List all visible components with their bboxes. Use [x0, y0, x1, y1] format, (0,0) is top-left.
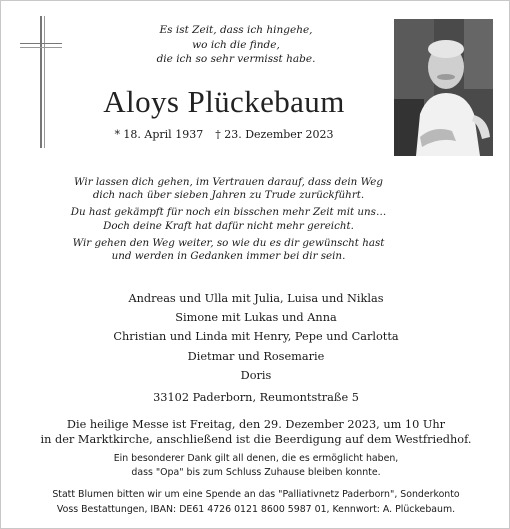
mourner-line: Dietmar und Rosemarie: [187, 349, 325, 363]
donation-line: Voss Bestattungen, IBAN: DE61 4726 0121 8600 5987 01, Kennwort: A. Plückebaum.: [56, 503, 456, 515]
service-line: in der Marktkirche, anschließend ist die Beerdigung auf dem Westfriedhof.: [40, 433, 472, 446]
deceased-name: Aloys Plückebaum: [103, 84, 345, 119]
donation-request: [9, 488, 503, 517]
poem-line: Doch deine Kraft hat dafür nicht mehr gereicht.: [103, 219, 354, 232]
service-line: Die heilige Messe ist Freitag, den 29. Dezember 2023, um 10 Uhr: [66, 418, 446, 431]
death-date: † 23. Dezember 2023: [215, 128, 334, 141]
mourners-list: [41, 289, 471, 385]
poem-line: die ich so sehr vermisst habe.: [156, 53, 316, 65]
mourner-line: Andreas und Ulla mit Julia, Luisa und Niklas: [128, 292, 384, 305]
farewell-poem: [41, 176, 416, 267]
portrait-photo-image: [394, 19, 493, 156]
donation-line: Statt Blumen bitten wir um eine Spende an das "Palliativnetz Paderborn", Sonderkonto: [52, 489, 460, 500]
poem-line: Du hast gekämpft für noch ein bisschen mehr Zeit mit uns…: [70, 206, 387, 219]
poem-line: dich nach über sieben Jahren zu Trude zurückführt.: [92, 189, 365, 202]
portrait-photo: [394, 19, 493, 156]
funeral-service-info: [21, 417, 491, 447]
poem-stanza: [41, 176, 416, 202]
mourner-line: Doris: [240, 368, 272, 382]
cross-icon: [20, 16, 62, 148]
poem-stanza: [41, 206, 416, 232]
birth-date: * 18. April 1937: [114, 128, 204, 141]
thanks-line: dass "Opa" bis zum Schluss Zuhause bleiben konnte.: [131, 466, 381, 478]
thanks-note: [41, 452, 471, 479]
poem-line: Es ist Zeit, dass ich hingehe,: [159, 24, 313, 36]
mourner-line: Simone mit Lukas und Anna: [175, 311, 337, 325]
poem-line: und werden in Gedanken immer bei dir sein.: [111, 250, 346, 263]
mourner-line: Christian und Linda mit Henry, Pepe und Carlotta: [113, 330, 399, 344]
poem-stanza: [41, 237, 416, 263]
life-dates: [79, 128, 369, 141]
poem-line: Wir gehen den Weg weiter, so wie du es dir gewünscht hast: [72, 236, 385, 249]
thanks-line: Ein besonderer Dank gilt all denen, die es ermöglicht haben,: [113, 453, 399, 464]
poem-line: Wir lassen dich gehen, im Vertrauen darauf, dass dein Weg: [74, 176, 383, 188]
opening-poem: [111, 23, 361, 67]
poem-line: wo ich die finde,: [192, 38, 280, 51]
family-address: 33102 Paderborn, Reumontstraße 5: [153, 391, 359, 404]
